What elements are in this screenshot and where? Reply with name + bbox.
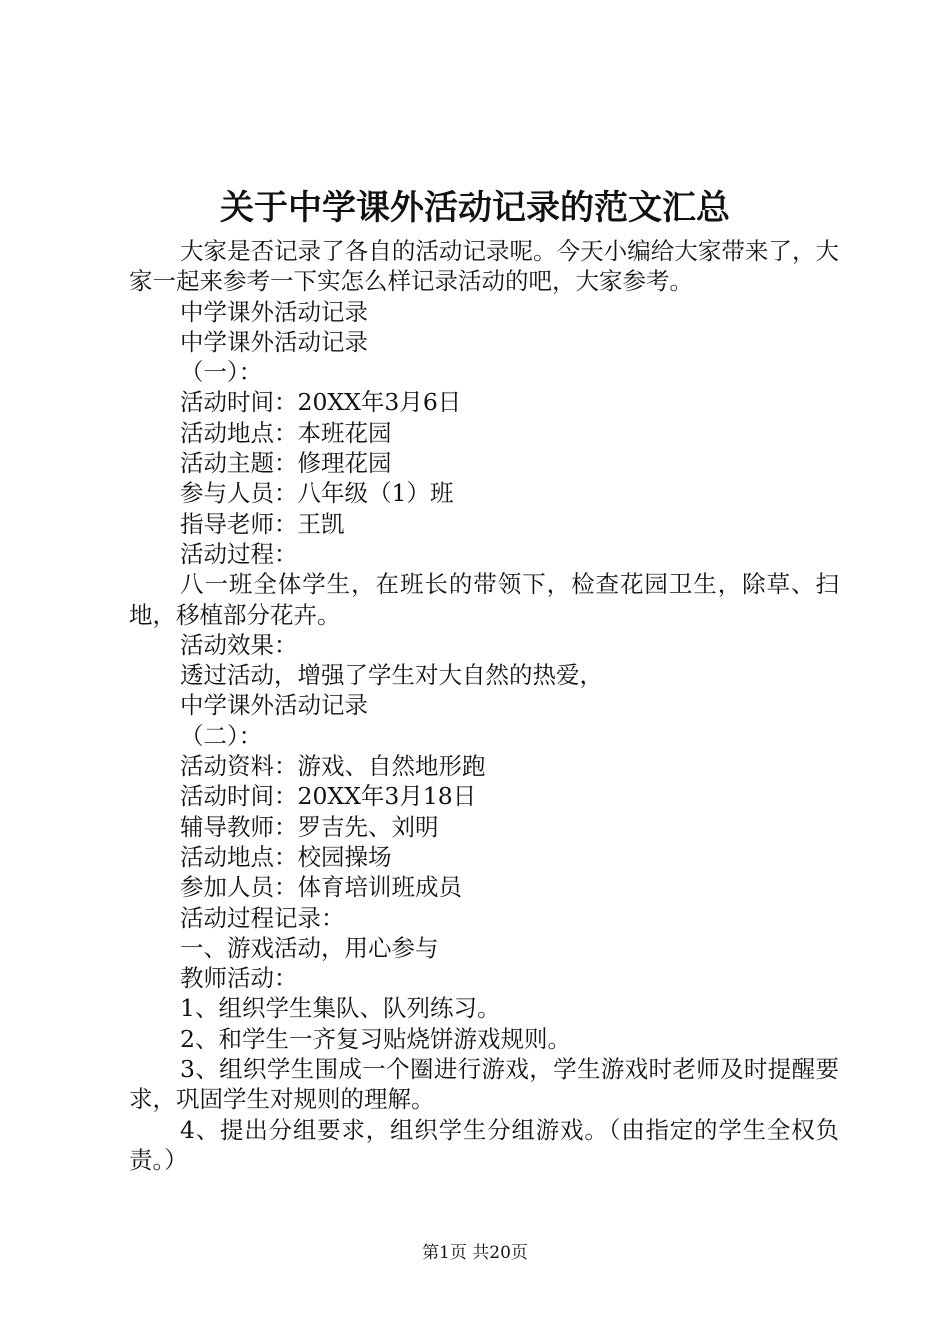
list-item: 2、和学生一齐复习贴烧饼游戏规则。 xyxy=(180,1024,571,1053)
body-line: 活动时间：20XX年3月18日 xyxy=(180,782,477,811)
body-line: 中学课外活动记录 xyxy=(180,297,368,326)
list-item: 3、组织学生围成一个圈进行游戏，学生游戏时老师及时提醒要求，巩固学生对规则的理解。 xyxy=(129,1055,839,1114)
document-body xyxy=(129,236,839,1175)
body-line: 活动效果： xyxy=(180,630,298,659)
list-item: 1、组织学生集队、队列练习。 xyxy=(180,994,501,1023)
body-line: 辅导教师：罗吉先、刘明 xyxy=(180,812,439,841)
body-line: 活动过程记录： xyxy=(180,903,345,932)
body-line: 活动资料：游戏、自然地形跑 xyxy=(180,752,486,781)
body-line: 活动过程： xyxy=(180,539,298,568)
page-number: 第1页 共20页 xyxy=(422,1243,528,1263)
body-line: 参加人员：体育培训班成员 xyxy=(180,873,462,902)
body-paragraph: 八一班全体学生，在班长的带领下，检查花园卫生，除草、扫地，移植部分花卉。 xyxy=(129,570,839,629)
section-heading: 中学课外活动记录 xyxy=(180,327,368,356)
body-line: 参与人员：八年级（1）班 xyxy=(180,479,454,508)
body-line: 一、游戏活动，用心参与 xyxy=(180,933,439,962)
body-line: 透过活动，增强了学生对大自然的热爱， xyxy=(180,661,603,690)
body-line: 活动主题：修理花园 xyxy=(180,449,392,478)
section-number: （二）： xyxy=(180,721,263,750)
body-line: 活动时间：20XX年3月6日 xyxy=(180,388,462,417)
section-heading: 中学课外活动记录 xyxy=(180,691,368,720)
body-line: 教师活动： xyxy=(180,964,298,993)
body-line: 活动地点：校园操场 xyxy=(180,842,392,871)
intro-paragraph: 大家是否记录了各自的活动记录呢。今天小编给大家带来了，大家一起来参考一下实怎么样记录活动的吧，大家参考。 xyxy=(129,237,839,296)
document-title: 关于中学课外活动记录的范文汇总 xyxy=(220,188,730,228)
body-line: 指导老师：王凯 xyxy=(180,509,345,538)
body-line: 活动地点：本班花园 xyxy=(180,418,392,447)
section-number: （一）： xyxy=(180,358,263,387)
list-item: 4、提出分组要求，组织学生分组游戏。（由指定的学生全权负责。） xyxy=(129,1115,839,1174)
